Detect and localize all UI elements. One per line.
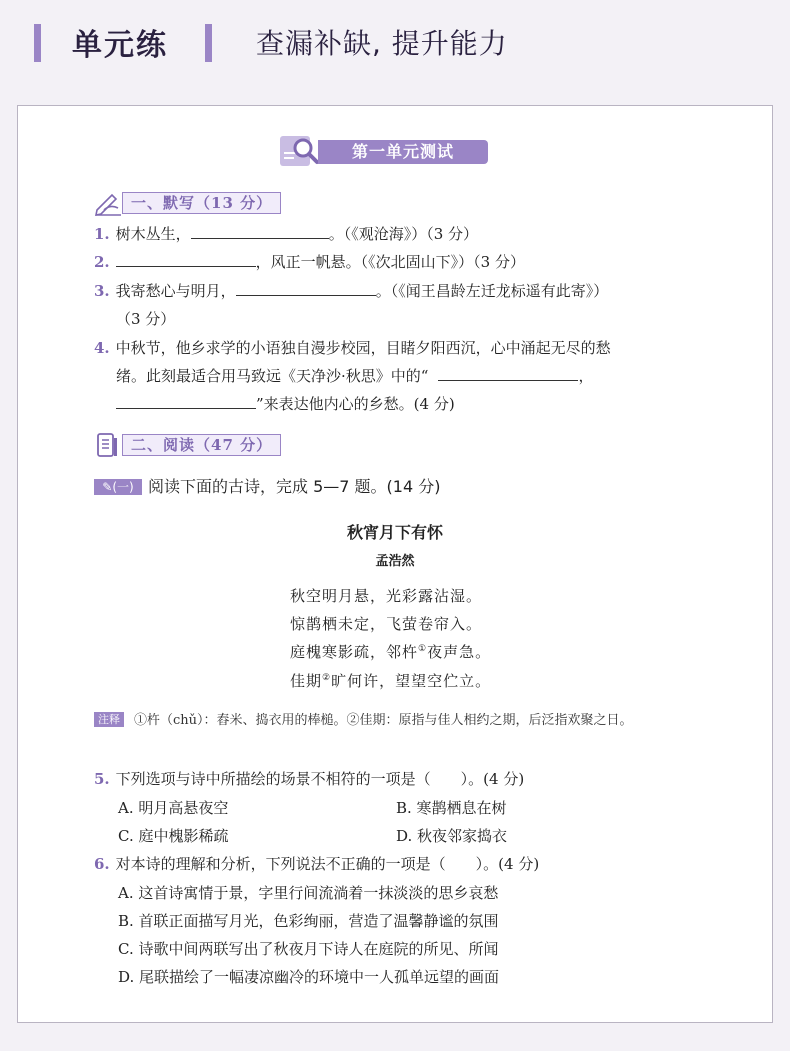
question-text: 。（《观沧海》）（3 分） [328, 225, 479, 243]
question-text: 绪。此刻最适合用马致远《天净沙·秋思》中的“ [116, 367, 429, 385]
question-4-line-2 [116, 365, 593, 387]
option-c[interactable]: C. 庭中槐影稀疏 [118, 827, 229, 845]
question-text: 中秋节，他乡求学的小语独自漫步校园，目睹夕阳西沉，心中涌起无尽的愁 [115, 339, 611, 357]
section-reading-label: 二、阅读（47 分） [122, 434, 281, 456]
answer-blank[interactable] [191, 223, 329, 239]
question-number: 4. [94, 339, 110, 357]
option-d[interactable]: D. 秋夜邻家捣衣 [396, 827, 508, 845]
poem-line: 佳期②旷何许，望望空伫立。 [290, 672, 492, 690]
question-text: 。（《闻王昌龄左迁龙标遥有此寄》） [375, 282, 609, 300]
question-number: 6. [94, 855, 110, 873]
question-4-line-3 [116, 393, 455, 415]
page-header [0, 0, 790, 90]
pen-writing-icon [94, 190, 122, 216]
answer-blank[interactable] [236, 280, 376, 296]
question-5 [94, 768, 524, 790]
question-text: ， [578, 367, 594, 385]
poem-author: 孟浩然 [375, 554, 415, 569]
question-3-score: （3 分） [116, 310, 176, 328]
answer-blank[interactable] [116, 251, 256, 267]
header-title: 单元练 [72, 28, 168, 63]
question-text: 下列选项与诗中所描绘的场景不相符的一项是（ ）。(4 分) [115, 770, 525, 788]
poem-line: 惊鹊栖未定，飞萤卷帘入。 [290, 615, 483, 633]
question-text: 我寄愁心与明月， [115, 282, 236, 300]
question-text: 树木丛生， [115, 225, 191, 243]
question-text: 对本诗的理解和分析，下列说法不正确的一项是（ ）。(4 分) [115, 855, 540, 873]
question-text: ”来表达他内心的乡愁。(4 分) [256, 395, 455, 413]
question-2 [94, 251, 525, 273]
reading-instruction: 阅读下面的古诗，完成 5—7 题。(14 分) [148, 477, 441, 496]
book-magnifier-icon [280, 134, 320, 168]
poem-line: 秋空明月悬，光彩露沾湿。 [290, 587, 483, 605]
question-6 [94, 853, 539, 875]
header-accent-bar [34, 24, 41, 62]
question-4-line-1 [94, 337, 611, 359]
answer-blank[interactable] [438, 365, 578, 381]
question-number: 1. [94, 225, 110, 243]
reading-part-tag: ✎(一) [94, 479, 142, 495]
edit-icon: ✎ [102, 480, 113, 494]
header-subtitle: 查漏补缺, 提升能力 [256, 27, 508, 60]
unit-title-badge [280, 134, 490, 168]
question-text: ，风正一帆悬。（《次北固山下》）（3 分） [255, 253, 525, 271]
option-b[interactable]: B. 首联正面描写月光，色彩绚丽，营造了温馨静谧的氛围 [118, 912, 499, 930]
question-number: 2. [94, 253, 110, 271]
answer-blank[interactable] [116, 393, 256, 409]
poem-title: 秋宵月下有怀 [346, 523, 443, 542]
question-number: 5. [94, 770, 110, 788]
option-a[interactable]: A. 明月高悬夜空 [118, 799, 229, 817]
question-3 [94, 280, 608, 302]
book-icon [94, 432, 122, 458]
section-dictation-label: 一、默写（13 分） [122, 192, 281, 214]
footnote-marker: ② [322, 673, 332, 683]
annotation-tag: 注释 [94, 712, 124, 727]
option-a[interactable]: A. 这首诗寓情于景，字里行间流淌着一抹淡淡的思乡哀愁 [118, 884, 499, 902]
worksheet-paper [17, 105, 773, 1023]
header-divider-bar [205, 24, 212, 62]
option-d[interactable]: D. 尾联描绘了一幅凄凉幽冷的环境中一人孤单远望的画面 [118, 968, 500, 986]
annotation-note [94, 707, 704, 735]
option-b[interactable]: B. 寒鹊栖息在树 [396, 799, 507, 817]
poem-line: 庭槐寒影疏，邻杵①夜声急。 [290, 643, 492, 661]
question-number: 3. [94, 282, 110, 300]
annotation-text: ①杵（chǔ）：舂米、捣衣用的棒槌。②佳期：原指与佳人相约之期，后泛指欢聚之日。 [134, 713, 633, 728]
footnote-marker: ① [418, 644, 428, 654]
unit-title: 第一单元测试 [318, 140, 488, 164]
option-c[interactable]: C. 诗歌中间两联写出了秋夜月下诗人在庭院的所见、所闻 [118, 940, 499, 958]
question-1 [94, 223, 478, 245]
